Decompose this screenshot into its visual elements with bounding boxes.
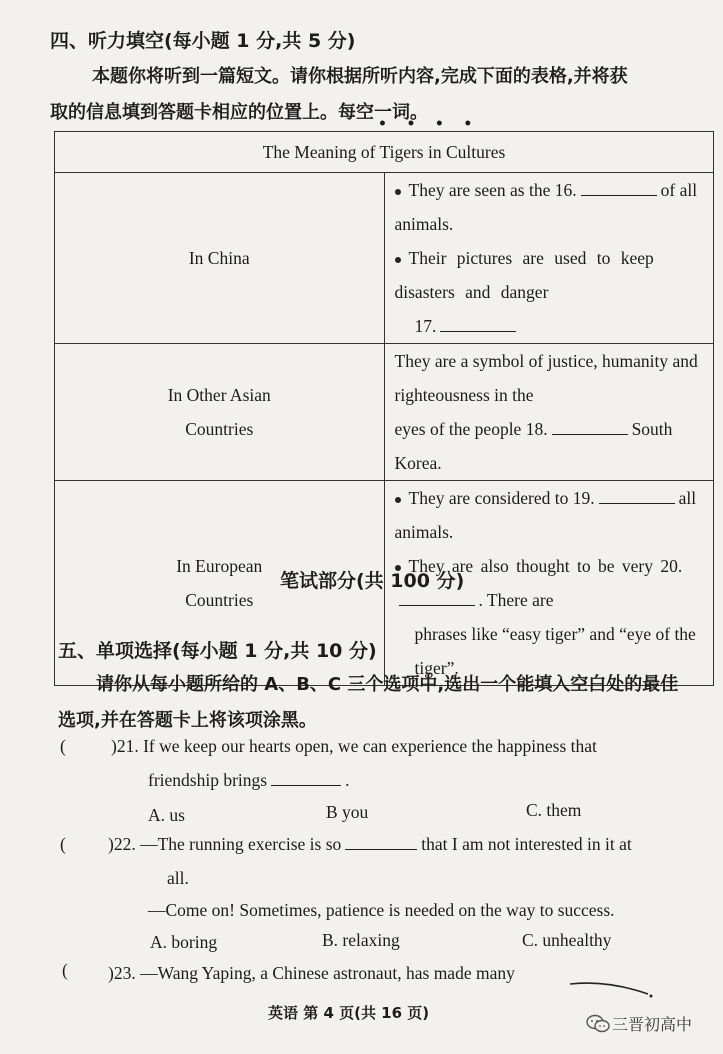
page-footer: 英语 第 4 页(共 16 页) — [268, 1004, 430, 1022]
written-part-title: 笔试部分(共 100 分) — [280, 570, 465, 592]
q22-option-b: B. relaxing — [322, 930, 400, 950]
answer-blank-19 — [599, 502, 675, 504]
row-label-asia: In Other Asian Countries — [55, 344, 385, 481]
answer-blank-22 — [345, 848, 417, 850]
q22-option-c: C. unhealthy — [522, 930, 612, 950]
section5-instruction-line1: 请你从每小题所给的 A、B、C 三个选项中,选出一个能填入空白处的最佳 — [96, 674, 679, 695]
q23-paren: ( — [62, 960, 68, 980]
row-content-europe: They are considered to 19. all animals. They are also thought to be very 20.. There are phrases like “easy tiger” and “eye of the tiger”. — [384, 481, 714, 686]
section5-title: 五、单项选择(每小题 1 分,共 10 分) — [58, 640, 377, 662]
q21-option-a: A. us — [148, 805, 185, 825]
row-label-europe: In European Countries — [55, 481, 385, 686]
q22-paren: ( — [60, 834, 66, 854]
q21-option-c: C. them — [526, 800, 582, 820]
answer-blank-20 — [399, 604, 475, 606]
watermark-text: 三晋初高中 — [612, 1015, 693, 1034]
wechat-icon — [585, 1013, 611, 1035]
section4-instruction-line2: 取的信息填到答题卡相应的位置上。每空一词。 — [50, 102, 428, 123]
q21-stem: )21. If we keep our hearts open, we can experience the happiness that — [111, 736, 597, 756]
bullet-icon — [395, 497, 401, 503]
q21-stem-line2: friendship brings . — [148, 770, 350, 790]
tiger-meaning-table — [54, 131, 714, 686]
section4-instruction-line1: 本题你将听到一篇短文。请你根据所听内容,完成下面的表格,并将获 — [92, 66, 628, 87]
bullet-icon — [395, 257, 401, 263]
answer-blank-17 — [440, 330, 516, 332]
section5-instruction-line2: 选项,并在答题卡上将该项涂黑。 — [58, 710, 317, 731]
q22-stem-line3: —Come on! Sometimes, patience is needed on the way to success. — [148, 900, 615, 920]
q21-paren: ( — [60, 736, 66, 756]
section4-title: 四、听力填空(每小题 1 分,共 5 分) — [50, 30, 356, 52]
q22-option-a: A. boring — [150, 932, 218, 952]
answer-blank-16 — [581, 194, 657, 196]
table-title: The Meaning of Tigers in Cultures — [55, 132, 714, 173]
q22-stem-line2: all. — [167, 868, 189, 888]
table-row — [55, 344, 714, 481]
q22-stem-line1: )22. —The running exercise is so that I am not interested in it at — [108, 834, 632, 854]
answer-blank-18 — [552, 433, 628, 435]
row-content-asia: They are a symbol of justice, humanity and righteousness in the eyes of the people 18. South Korea. — [384, 344, 714, 481]
q23-stem: )23. —Wang Yaping, a Chinese astronaut, has made many — [108, 963, 515, 983]
table-row — [55, 173, 714, 344]
curved-answer-blank — [568, 976, 658, 998]
bullet-icon — [395, 189, 401, 195]
emphasis-dots: • • • • — [378, 116, 473, 132]
row-content-china: They are seen as the 16. of all animals. Their pictures are used to keep disasters and danger 17. — [384, 173, 714, 344]
answer-blank-21 — [271, 784, 341, 786]
q21-option-b: B you — [326, 802, 369, 822]
row-label-china: In China — [55, 173, 385, 344]
